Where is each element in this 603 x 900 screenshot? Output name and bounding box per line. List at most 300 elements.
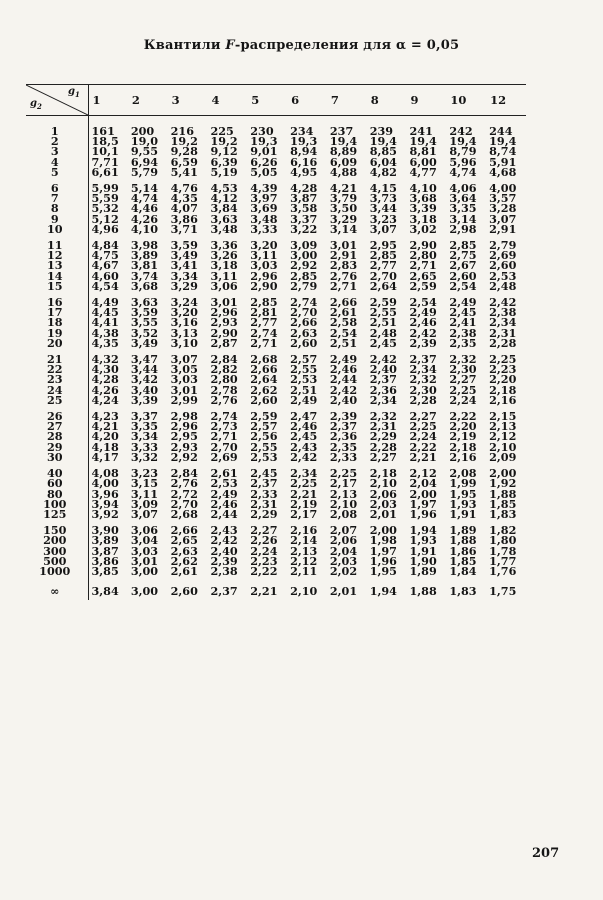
table-cell: 4,00 (91, 476, 119, 491)
table-cell: 2,90 (250, 278, 278, 293)
table-cell: 2,48 (369, 325, 397, 340)
table-cell: 1,93 (409, 533, 437, 548)
row-label-g2: 24 (26, 385, 88, 395)
table-cell: 5,96 (449, 154, 477, 169)
table-cell: 2,71 (329, 278, 358, 293)
g1-label: $g_1$ (68, 86, 80, 99)
table-cell: 4,84 (91, 238, 119, 253)
table-cell: 2,43 (290, 439, 318, 454)
table-cell: 4,23 (91, 409, 119, 424)
table-cell: 2,32 (449, 352, 477, 367)
table-cell: 2,66 (329, 295, 358, 310)
table-cell: 2,70 (210, 439, 238, 454)
table-cell: 5,14 (130, 181, 159, 196)
table-cell: 2,85 (290, 268, 318, 283)
table-cell: 2,32 (369, 409, 397, 424)
table-cell: 3,26 (210, 248, 238, 263)
table-cell: 3,09 (130, 496, 159, 511)
table-cell: 4,95 (290, 164, 318, 179)
row-label-g2: 40 (26, 462, 88, 478)
table-cell: 2,49 (329, 352, 358, 367)
table-cell: 2,81 (250, 305, 278, 320)
table-cell: 2,32 (409, 372, 437, 387)
table-cell: 2,87 (210, 335, 238, 350)
table-cell: 1,93 (449, 496, 477, 511)
row-label-g2: 125 (26, 509, 88, 519)
table-cell: 2,18 (489, 382, 517, 397)
table-cell: 2,30 (409, 382, 437, 397)
table-cell: 3,98 (130, 238, 159, 253)
table-cell: 2,42 (369, 352, 397, 367)
table-cell: 3,44 (130, 362, 159, 377)
table-cell: 3,14 (449, 211, 477, 226)
table-cell: 3,86 (170, 211, 198, 226)
table-cell: 3,89 (130, 248, 159, 263)
table-cell: 3,96 (91, 486, 119, 501)
table-cell: 3,04 (130, 533, 159, 548)
table-cell: 4,08 (91, 466, 119, 481)
table-cell: 4,49 (91, 295, 119, 310)
table-cell: 3,81 (130, 258, 159, 273)
table-cell: 2,63 (170, 543, 198, 558)
table-cell: 2,42 (489, 295, 517, 310)
page-title (0, 38, 603, 53)
table-cell: 2,42 (210, 533, 238, 548)
table-cell: 3,00 (290, 248, 318, 263)
table-cell: 2,72 (170, 486, 198, 501)
column-header-g1: 9 (407, 85, 447, 116)
table-cell: 2,03 (329, 553, 358, 568)
table-cell: 2,61 (210, 466, 238, 481)
table-cell: 3,94 (91, 496, 119, 511)
table-cell: 3,63 (130, 295, 159, 310)
column-header-g1: 5 (247, 85, 287, 116)
column-header-g1: 10 (446, 85, 486, 116)
table-cell: 5,59 (91, 191, 119, 206)
table-cell: 2,71 (210, 429, 238, 444)
table-cell: 3,64 (449, 191, 477, 206)
row-label-g2: 1 (26, 116, 88, 137)
column-header-g1: 1 (88, 85, 128, 116)
table-cell: 2,46 (409, 315, 437, 330)
table-cell: 1,83 (489, 506, 517, 521)
table-cell: 3,63 (210, 211, 238, 226)
table-cell: 1,96 (369, 553, 397, 568)
table-cell: 3,48 (210, 221, 238, 236)
table-cell: 4,24 (91, 392, 119, 407)
table-cell: 6,59 (170, 154, 198, 169)
table-cell: 6,94 (130, 154, 159, 169)
row-label-g2: 12 (26, 250, 88, 260)
table-cell: 2,98 (170, 409, 198, 424)
row-label-g2: 5 (26, 167, 88, 177)
row-label-g2: 14 (26, 271, 88, 281)
table-cell: 2,18 (369, 466, 397, 481)
table-cell: 2,37 (329, 419, 358, 434)
table-row (26, 338, 526, 348)
table-cell: 2,70 (369, 268, 397, 283)
row-label-g2: 17 (26, 307, 88, 317)
table-cell: 2,34 (369, 392, 397, 407)
row-label-g2: 150 (26, 519, 88, 535)
table-cell: 3,71 (170, 221, 198, 236)
table-cell: 19,2 (210, 134, 238, 149)
table-cell: 4,06 (449, 181, 477, 196)
table-cell: 2,19 (449, 429, 477, 444)
table-row (26, 116, 526, 137)
table-cell: 1,85 (489, 496, 517, 511)
table-cell: 3,41 (170, 258, 198, 273)
table-cell: 2,62 (250, 382, 278, 397)
table-cell: 2,93 (170, 439, 198, 454)
table-cell: 3,03 (130, 543, 159, 558)
table-cell: 2,55 (250, 439, 278, 454)
table-cell: 3,57 (489, 191, 517, 206)
row-label-g2: 13 (26, 260, 88, 270)
table-cell: 2,60 (250, 392, 278, 407)
table-cell: 1,84 (449, 563, 477, 578)
column-header-row (26, 85, 526, 116)
row-label-g2: 18 (26, 317, 88, 327)
table-cell: 2,10 (369, 476, 397, 491)
table-cell: 3,06 (210, 278, 238, 293)
table-cell: 2,21 (250, 584, 278, 599)
table-cell: 2,42 (290, 449, 318, 464)
table-cell: 2,74 (250, 325, 278, 340)
table-cell: 2,11 (290, 563, 318, 578)
table-cell: 2,68 (250, 352, 278, 367)
table-cell: 2,70 (290, 305, 318, 320)
table-cell: 1,99 (449, 476, 477, 491)
row-label-g2: 9 (26, 214, 88, 224)
table-cell: 3,33 (130, 439, 159, 454)
table-cell: 3,28 (489, 201, 517, 216)
table-cell: 2,71 (409, 258, 437, 273)
table-cell: 5,19 (210, 164, 238, 179)
table-cell: 225 (210, 124, 234, 138)
table-cell: 3,06 (130, 523, 159, 538)
title-suffix: -распределения для α = 0,05 (234, 38, 460, 53)
table-cell: 7,71 (91, 154, 119, 169)
table-cell: 2,00 (409, 486, 437, 501)
table-cell: 8,94 (290, 144, 318, 159)
table-cell: 2,36 (329, 429, 358, 444)
table-cell: 3,36 (210, 238, 238, 253)
table-cell: 2,57 (290, 352, 318, 367)
table-cell: 5,79 (130, 164, 159, 179)
page-number: 207 (532, 846, 560, 861)
table-cell: 3,49 (130, 335, 159, 350)
table-cell: 161 (91, 124, 115, 138)
table-cell: 4,67 (91, 258, 119, 273)
table-cell: 19,4 (369, 134, 397, 149)
table-cell: 2,47 (290, 409, 318, 424)
table-cell: 2,84 (170, 466, 198, 481)
table-cell: 2,90 (409, 238, 437, 253)
table-row (26, 224, 526, 234)
row-label-g2: 2 (26, 136, 88, 146)
row-label-g2: 29 (26, 442, 88, 452)
table-cell: 2,08 (449, 466, 477, 481)
table-cell: 2,41 (449, 315, 477, 330)
table-cell: 2,24 (409, 429, 437, 444)
table-cell: 2,49 (210, 486, 238, 501)
table-cell: 9,01 (250, 144, 278, 159)
table-cell: 3,03 (250, 258, 278, 273)
table-cell: 1,95 (369, 563, 397, 578)
table-cell: 2,96 (170, 419, 198, 434)
table-cell: 4,53 (210, 181, 238, 196)
row-label-g2: 8 (26, 203, 88, 213)
table-cell: 237 (329, 124, 354, 138)
table-cell: 4,75 (91, 248, 119, 263)
row-label-g2: 7 (26, 193, 88, 203)
table-cell: 5,99 (91, 181, 119, 196)
table-cell: 19,4 (489, 134, 517, 149)
table-cell: 2,01 (369, 506, 397, 521)
table-cell: 2,06 (369, 486, 397, 501)
table-cell: 2,31 (250, 496, 278, 511)
table-cell: 2,60 (290, 335, 318, 350)
table-cell: 2,79 (290, 278, 318, 293)
table-cell: 3,01 (130, 553, 159, 568)
table-cell: 2,51 (369, 315, 397, 330)
table-cell: 2,66 (250, 362, 278, 377)
table-cell: 2,74 (290, 295, 318, 310)
table-cell: 8,81 (409, 144, 437, 159)
row-label-g2: 20 (26, 338, 88, 348)
table-cell: 3,73 (369, 191, 397, 206)
table-cell: 2,14 (290, 533, 318, 548)
table-cell: 2,78 (210, 382, 238, 397)
table-cell: 2,31 (489, 325, 517, 340)
table-cell: 1,94 (409, 523, 437, 538)
row-label-g2: 4 (26, 157, 88, 167)
row-label-g2: 200 (26, 535, 88, 545)
table-cell: 8,89 (329, 144, 358, 159)
table-cell: 4,54 (91, 278, 119, 293)
table-cell: 3,00 (130, 563, 159, 578)
table-cell: 3,13 (170, 325, 198, 340)
table-cell: 2,96 (250, 268, 278, 283)
table-cell: 18,5 (91, 134, 119, 149)
table-cell: 4,41 (91, 315, 119, 330)
table-cell: 2,49 (409, 305, 437, 320)
table-cell: 2,38 (449, 325, 477, 340)
row-label-g2: 23 (26, 374, 88, 384)
table-cell: 2,85 (449, 238, 477, 253)
table-cell: 2,66 (170, 523, 198, 538)
table-cell: 3,01 (170, 382, 198, 397)
table-cell: 3,59 (170, 238, 198, 253)
table-cell: 2,80 (210, 372, 238, 387)
table-cell: 4,46 (130, 201, 159, 216)
table-cell: 4,12 (210, 191, 238, 206)
column-header-g1: 2 (128, 85, 168, 116)
corner-header (26, 85, 88, 116)
table-cell: 2,06 (329, 533, 358, 548)
table-cell: 3,20 (170, 305, 198, 320)
table-cell: 2,45 (449, 305, 477, 320)
row-label-g2: 15 (26, 281, 88, 291)
table-cell: 8,74 (489, 144, 517, 159)
table-cell: 2,37 (210, 584, 238, 599)
table-cell: 3,33 (250, 221, 278, 236)
table-cell: 2,59 (250, 409, 278, 424)
table-cell: 3,29 (170, 278, 198, 293)
table-cell: 2,91 (489, 221, 517, 236)
table-cell: 3,52 (130, 325, 159, 340)
table-cell: 3,15 (130, 476, 159, 491)
table-cell: 2,31 (369, 419, 397, 434)
table-cell: 216 (170, 124, 194, 138)
table-cell: 1,89 (449, 523, 477, 538)
table-cell: 5,41 (170, 164, 198, 179)
row-label-g2: 21 (26, 348, 88, 364)
table-cell: 2,53 (210, 476, 238, 491)
table-cell: 1,97 (369, 543, 397, 558)
table-cell: 3,87 (290, 191, 318, 206)
table-cell: 2,51 (329, 335, 358, 350)
table-cell: 3,40 (130, 382, 159, 397)
table-cell: 19,2 (170, 134, 198, 149)
table-cell: 1,95 (449, 486, 477, 501)
table-cell: 3,58 (290, 201, 318, 216)
table-cell: 2,04 (409, 476, 437, 491)
table-cell: 2,61 (170, 563, 198, 578)
table-cell: 2,82 (210, 362, 238, 377)
table-cell: 2,03 (369, 496, 397, 511)
table-cell: 3,29 (329, 211, 358, 226)
table-cell: 2,71 (250, 335, 278, 350)
title-prefix: Квантили (143, 38, 226, 53)
table-cell: 2,53 (489, 268, 517, 283)
table-cell: 2,70 (170, 496, 198, 511)
table-cell: 2,25 (329, 466, 358, 481)
table-cell: 1,96 (409, 506, 437, 521)
table-cell: 5,32 (91, 201, 119, 216)
table-cell: 3,07 (170, 352, 198, 367)
table-cell: 2,24 (449, 392, 477, 407)
table-cell: 1,83 (449, 584, 477, 599)
column-header-g1: 8 (367, 85, 407, 116)
row-label-g2: 60 (26, 478, 88, 488)
table-cell: 2,83 (329, 258, 358, 273)
table-cell: 3,84 (210, 201, 238, 216)
table-cell: 2,21 (290, 486, 318, 501)
table-cell: 4,30 (91, 362, 119, 377)
table-cell: 9,12 (210, 144, 238, 159)
table-cell: 3,16 (170, 315, 198, 330)
table-cell: 3,35 (449, 201, 477, 216)
table-cell: 2,25 (290, 476, 318, 491)
table-cell: 1,77 (489, 553, 517, 568)
table-cell: 3,23 (369, 211, 397, 226)
table-cell: 200 (130, 124, 155, 138)
table-cell: 3,07 (489, 211, 517, 226)
table-cell: 2,64 (250, 372, 278, 387)
table-cell: 3,07 (130, 506, 159, 521)
table-cell: 2,30 (449, 362, 477, 377)
table-cell: 3,42 (130, 372, 159, 387)
table-cell: 2,77 (250, 315, 278, 330)
table-cell: 3,37 (130, 409, 159, 424)
table-cell: 4,45 (91, 305, 119, 320)
table-cell: 3,90 (91, 523, 119, 538)
table-cell: 3,03 (170, 372, 198, 387)
table-cell: 239 (369, 124, 394, 138)
table-cell: 1,88 (449, 533, 477, 548)
table-cell: 2,65 (170, 533, 198, 548)
table-cell: 2,04 (329, 543, 358, 558)
table-cell: 8,79 (449, 144, 477, 159)
table-cell: 2,16 (290, 523, 318, 538)
table-cell: 3,34 (170, 268, 198, 283)
table-cell: 2,35 (329, 439, 358, 454)
table-cell: 2,12 (290, 553, 318, 568)
table-cell: 4,35 (170, 191, 198, 206)
table-cell: 2,68 (170, 506, 198, 521)
table-cell: 2,55 (369, 305, 397, 320)
table-cell: 2,74 (210, 409, 238, 424)
table-cell: 2,44 (210, 506, 238, 521)
table-cell: 2,38 (489, 305, 517, 320)
table-cell: 5,91 (489, 154, 517, 169)
row-label-g2: 26 (26, 405, 88, 421)
table-cell: 19,3 (250, 134, 278, 149)
table-cell: 6,00 (409, 154, 437, 169)
table-cell: 4,77 (409, 164, 437, 179)
table-cell: 8,85 (369, 144, 397, 159)
table-cell: 4,17 (91, 449, 119, 464)
table-cell: 2,19 (290, 496, 318, 511)
table-cell: 3,22 (290, 221, 318, 236)
table-cell: 19,4 (409, 134, 437, 149)
table-cell: 2,60 (449, 268, 477, 283)
table-cell: 19,4 (449, 134, 477, 149)
table-cell: 10,1 (91, 144, 119, 159)
table-cell: 6,26 (250, 154, 278, 169)
table-cell: 2,55 (290, 362, 318, 377)
table-cell: 2,25 (449, 382, 477, 397)
table-cell: 2,20 (489, 372, 517, 387)
table-cell: 2,10 (290, 584, 318, 599)
table-cell: 2,22 (449, 409, 477, 424)
table-cell: 2,22 (250, 563, 278, 578)
table-cell: 230 (250, 124, 274, 138)
table-cell: 2,76 (329, 268, 358, 283)
table-cell: 4,32 (91, 352, 119, 367)
table-cell: 3,07 (369, 221, 397, 236)
row-label-g2: 3 (26, 146, 88, 156)
f-quantile-table (26, 84, 526, 600)
table-cell: 2,29 (250, 506, 278, 521)
table-cell: 2,75 (449, 248, 477, 263)
table-cell: 3,44 (369, 201, 397, 216)
table-cell: 2,58 (329, 315, 358, 330)
row-label-g2: 11 (26, 234, 88, 250)
table-cell: 2,69 (489, 248, 517, 263)
table-cell: 2,57 (250, 419, 278, 434)
table-cell: 2,93 (210, 315, 238, 330)
table-cell: 2,17 (329, 476, 358, 491)
table-cell: 4,26 (91, 382, 119, 397)
table-cell: 6,39 (210, 154, 238, 169)
table-body (26, 116, 526, 601)
row-label-g2: 100 (26, 499, 88, 509)
table-cell: 241 (409, 124, 433, 138)
table-cell: 2,39 (409, 335, 437, 350)
